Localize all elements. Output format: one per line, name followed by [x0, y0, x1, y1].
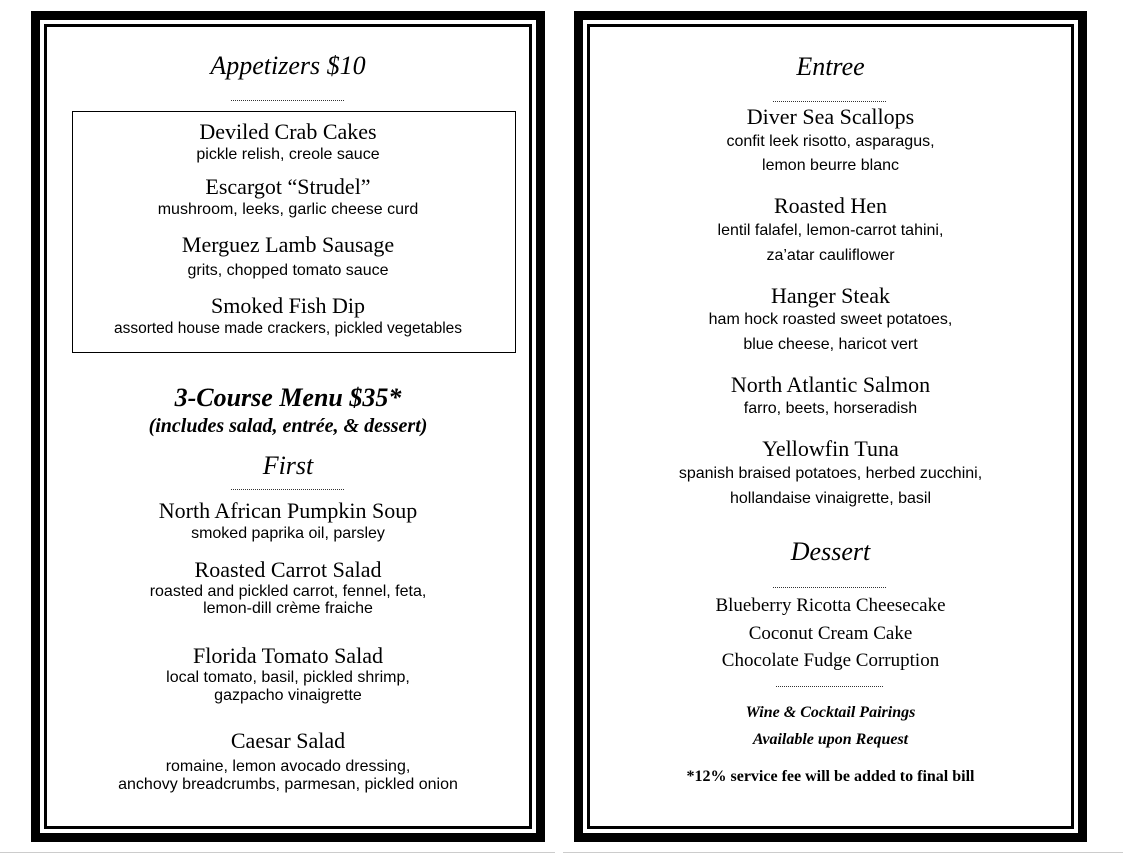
first-desc: lemon-dill crème fraiche — [203, 600, 373, 617]
entree-name: Yellowfin Tuna — [762, 436, 899, 461]
entree-desc: farro, beets, horseradish — [743, 400, 918, 417]
first-title: First — [262, 451, 314, 480]
entree-title: Entree — [796, 52, 865, 81]
left-menu-items — [31, 0, 545, 853]
entree-desc: za’atar cauliflower — [766, 247, 895, 264]
entree-name: Roasted Hen — [773, 193, 888, 218]
appetizer-name: Escargot “Strudel” — [205, 174, 371, 199]
course-menu-title: 3-Course Menu $35* — [174, 383, 402, 412]
entree-desc: blue cheese, haricot vert — [743, 336, 918, 353]
entree-desc: lentil falafel, lemon-carrot tahini, — [717, 222, 944, 239]
entree-desc: hollandaise vinaigrette, basil — [729, 490, 931, 507]
appetizer-name: Merguez Lamb Sausage — [181, 232, 395, 257]
pairings-line: Available upon Request — [752, 731, 909, 748]
first-desc: gazpacho vinaigrette — [214, 687, 362, 704]
appetizer-name: Deviled Crab Cakes — [199, 119, 377, 144]
first-desc: roasted and pickled carrot, fennel, feta, — [149, 583, 427, 600]
course-menu-subtitle: (includes salad, entrée, & dessert) — [148, 415, 428, 437]
divider — [231, 489, 344, 490]
appetizers-title: Appetizers $10 — [210, 51, 366, 80]
first-desc: anchovy breadcrumbs, parmesan, pickled onion — [118, 776, 458, 793]
entree-name: Hanger Steak — [770, 283, 891, 308]
dessert-item: Coconut Cream Cake — [748, 623, 913, 644]
divider — [773, 587, 886, 588]
pairings-line: Wine & Cocktail Pairings — [745, 704, 916, 721]
first-desc: smoked paprika oil, parsley — [191, 525, 385, 542]
service-fee-note: *12% service fee will be added to final bill — [686, 768, 975, 785]
right-menu-items — [574, 0, 1087, 853]
first-name: North African Pumpkin Soup — [158, 498, 418, 523]
entree-name: North Atlantic Salmon — [730, 372, 931, 397]
dessert-title: Dessert — [790, 537, 871, 566]
appetizer-name: Smoked Fish Dip — [210, 293, 366, 318]
appetizer-desc: mushroom, leeks, garlic cheese curd — [157, 201, 419, 218]
divider — [773, 101, 886, 102]
entree-desc: lemon beurre blanc — [762, 157, 899, 174]
dessert-item: Blueberry Ricotta Cheesecake — [715, 595, 946, 616]
entree-desc: confit leek risotto, asparagus, — [726, 133, 935, 150]
first-name: Florida Tomato Salad — [193, 643, 383, 668]
first-desc: romaine, lemon avocado dressing, — [165, 758, 411, 775]
entree-desc: ham hock roasted sweet potatoes, — [708, 311, 953, 328]
divider — [776, 686, 883, 687]
appetizer-desc: assorted house made crackers, pickled vegetables — [113, 320, 463, 337]
appetizer-desc: pickle relish, creole sauce — [196, 146, 380, 163]
first-name: Caesar Salad — [230, 728, 346, 753]
first-name: Roasted Carrot Salad — [194, 557, 382, 582]
appetizer-desc: grits, chopped tomato sauce — [187, 262, 389, 279]
entree-name: Diver Sea Scallops — [746, 104, 915, 129]
entree-desc: spanish braised potatoes, herbed zucchini, — [678, 465, 983, 482]
dessert-item: Chocolate Fudge Corruption — [721, 650, 940, 671]
first-desc: local tomato, basil, pickled shrimp, — [166, 669, 410, 686]
